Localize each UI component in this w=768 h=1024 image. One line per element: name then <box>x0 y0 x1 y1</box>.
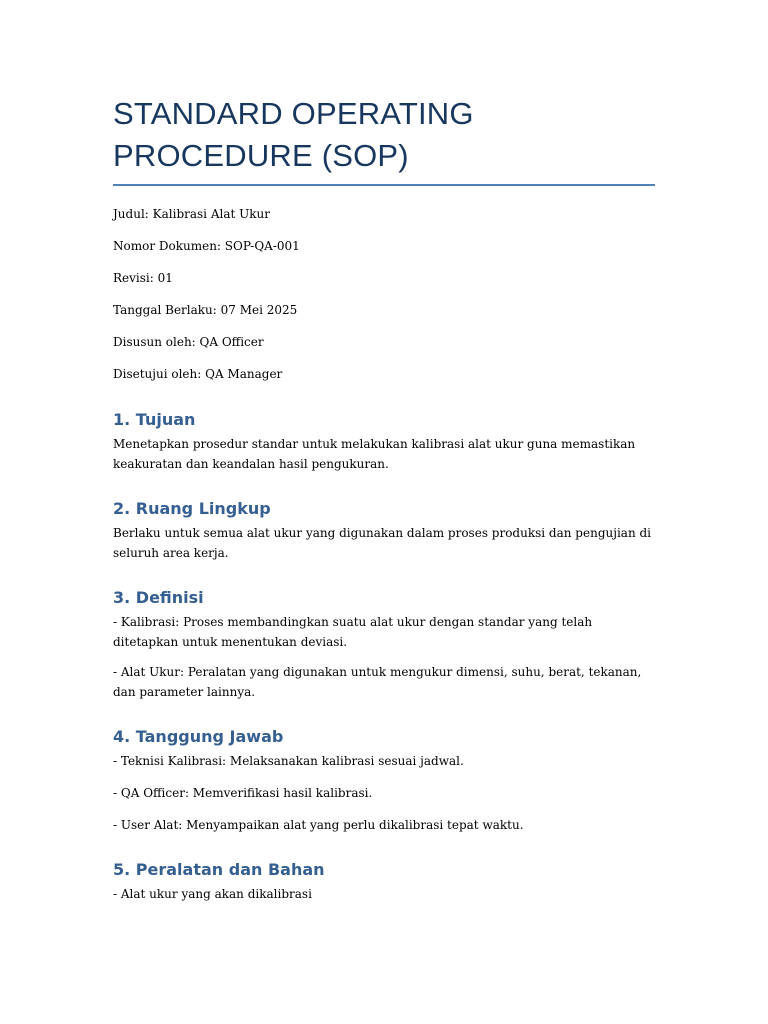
meta-title: Judul: Kalibrasi Alat Ukur <box>113 207 270 221</box>
section-heading: 3. Definisi <box>113 588 204 607</box>
section-paragraph: - Alat Ukur: Peralatan yang digunakan untuk mengukur dimensi, suhu, berat, tekanan, dan parameter lainnya. <box>113 665 642 699</box>
section-paragraph: - QA Officer: Memverifikasi hasil kalibrasi. <box>113 786 373 800</box>
section-heading: 1. Tujuan <box>113 410 196 429</box>
metadata-list <box>113 206 655 382</box>
section-scope <box>113 499 655 563</box>
title-divider <box>113 184 655 186</box>
section-responsibilities <box>113 727 655 835</box>
section-heading: 5. Peralatan dan Bahan <box>113 860 325 879</box>
section-paragraph: Berlaku untuk semua alat ukur yang digunakan dalam proses produksi dan pengujian di seluruh area kerja. <box>113 526 652 560</box>
section-paragraph: - Kalibrasi: Proses membandingkan suatu alat ukur dengan standar yang telah ditetapkan untuk menentukan deviasi. <box>113 615 593 649</box>
section-paragraph: - Teknisi Kalibrasi: Melaksanakan kalibrasi sesuai jadwal. <box>113 754 464 768</box>
document-page <box>113 93 655 914</box>
meta-document-number: Nomor Dokumen: SOP-QA-001 <box>113 239 300 253</box>
meta-effective-date: Tanggal Berlaku: 07 Mei 2025 <box>113 303 298 317</box>
section-heading: 4. Tanggung Jawab <box>113 727 284 746</box>
section-heading: 2. Ruang Lingkup <box>113 499 271 518</box>
section-equipment <box>113 860 655 904</box>
meta-prepared-by: Disusun oleh: QA Officer <box>113 335 264 349</box>
section-paragraph: Menetapkan prosedur standar untuk melakukan kalibrasi alat ukur guna memastikan keakuratan dan keandalan hasil pengukuran. <box>113 437 636 471</box>
section-paragraph: - User Alat: Menyampaikan alat yang perlu dikalibrasi tepat waktu. <box>113 818 524 832</box>
section-definitions <box>113 588 655 702</box>
section-paragraph: - Alat ukur yang akan dikalibrasi <box>113 887 312 901</box>
meta-approved-by: Disetujui oleh: QA Manager <box>113 367 283 381</box>
meta-revision: Revisi: 01 <box>113 271 173 285</box>
document-title: STANDARD OPERATING PROCEDURE (SOP) <box>113 96 474 173</box>
section-purpose <box>113 410 655 474</box>
